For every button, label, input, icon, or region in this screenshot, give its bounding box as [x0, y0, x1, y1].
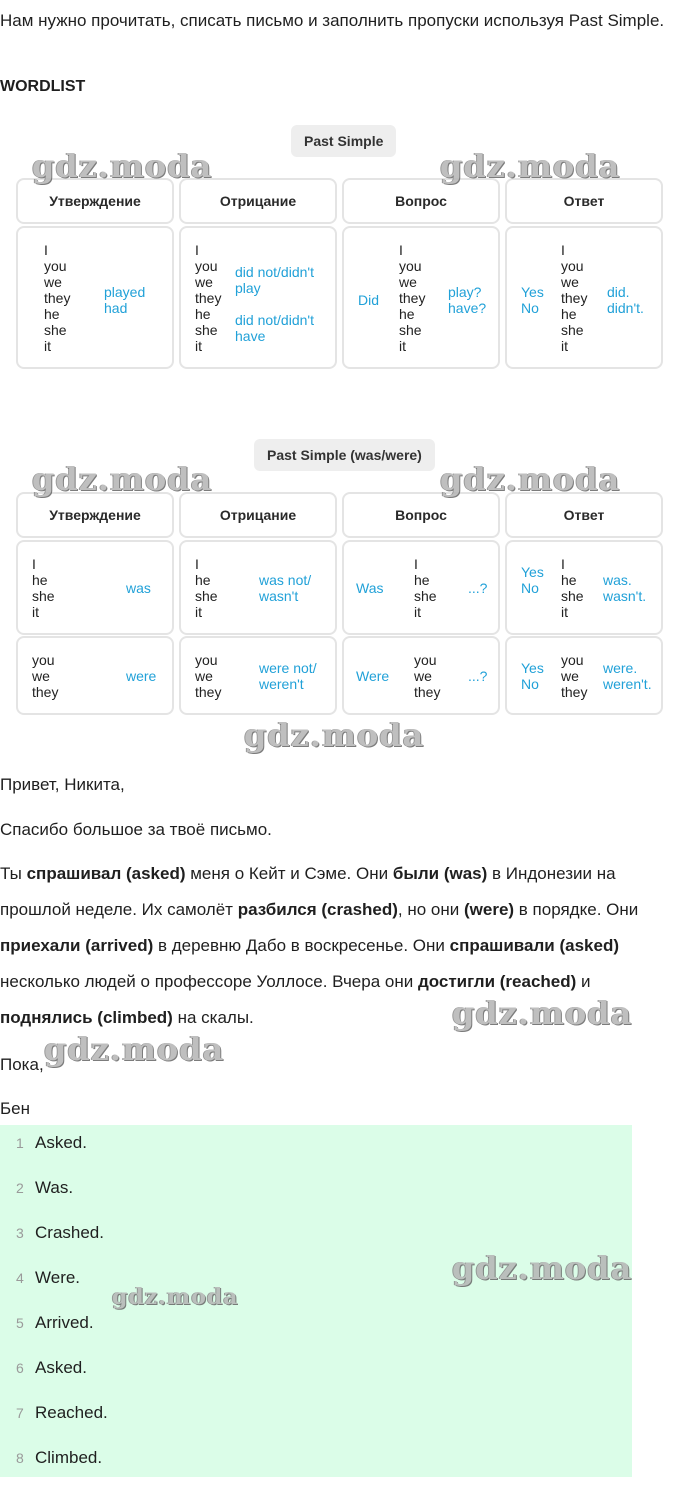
were-form: were [126, 668, 157, 684]
task-intro: Нам нужно прочитать, списать письмо и заполнить пропуски используя Past Simple. [0, 11, 665, 30]
question-was: Was [356, 580, 384, 596]
header-negative: Отрицание [179, 492, 337, 538]
answer-number: 7 [16, 1405, 24, 1421]
pronoun-list: I you we they he she it [195, 242, 222, 354]
answer-was-forms: was. wasn't. [603, 572, 647, 604]
answer-number: 5 [16, 1315, 24, 1331]
answer-number: 1 [16, 1135, 24, 1151]
singular-pronouns: I he she it [195, 556, 218, 620]
letter-greeting: Привет, Никита, [0, 775, 125, 794]
header-answer: Ответ [505, 492, 663, 538]
was-form: was [126, 580, 151, 596]
pronoun-list: I you we they he she it [44, 242, 71, 354]
cell-affirmative [16, 226, 174, 369]
answer-verb: приехали (arrived) [0, 936, 154, 955]
answer-yes-no: Yes No [521, 660, 544, 692]
header-affirmative: Утверждение [16, 178, 174, 224]
answer-item [0, 1170, 632, 1215]
answer-verb: (were) [464, 900, 515, 919]
watermark: gdz.moda [440, 460, 621, 498]
watermark: gdz.moda [440, 147, 621, 185]
answer-item [0, 1125, 632, 1170]
question-verbs: play? have? [448, 284, 487, 316]
answer-were-forms: were. weren't. [603, 660, 652, 692]
answer-item [0, 1305, 632, 1350]
letter-text: , но они [397, 900, 464, 919]
letter-text: и [576, 972, 591, 991]
header-question: Вопрос [342, 178, 500, 224]
answer-verb: были (was) [392, 864, 488, 883]
watermark: gdz.moda [112, 1284, 239, 1310]
were-not-form: were not/ weren't [259, 660, 317, 692]
answer-text: Reached. [35, 1403, 108, 1422]
letter-text: в деревню Дабо в воскресенье. Они [153, 936, 450, 955]
answer-yes-no: Yes No [521, 564, 544, 596]
plural-pronouns: you we they [195, 652, 222, 700]
question-end: ...? [468, 668, 488, 684]
answer-yes-no: Yes No [521, 284, 544, 316]
letter-text: несколько людей о профессоре Уоллосе. Вчера они [0, 972, 418, 991]
header-answer: Ответ [505, 178, 663, 224]
cell-answer [505, 226, 663, 369]
watermark: gdz.moda [32, 147, 213, 185]
wordlist-heading: WORDLIST [0, 78, 86, 95]
answer-verb: спрашивали (asked) [449, 936, 619, 955]
pronoun-list: I you we they he she it [561, 242, 588, 354]
cell-were-affirmative [16, 636, 174, 715]
answer-number: 8 [16, 1450, 24, 1466]
question-aux: Did [358, 292, 380, 308]
cell-were-answer [505, 636, 663, 715]
question-were: Were [356, 668, 390, 684]
header-negative: Отрицание [179, 178, 337, 224]
cell-was-question [342, 540, 500, 635]
question-end: ...? [468, 580, 488, 596]
answer-forms: did. didn't. [607, 284, 644, 316]
plural-pronouns: you we they [32, 652, 59, 700]
answer-text: Were. [35, 1268, 81, 1287]
answer-text: Crashed. [35, 1223, 104, 1242]
table-title-past-simple: Past Simple [291, 125, 396, 157]
cell-was-negative [179, 540, 337, 635]
header-question: Вопрос [342, 492, 500, 538]
answer-number: 6 [16, 1360, 24, 1376]
cell-negative [179, 226, 337, 369]
was-not-form: was not/ wasn't [259, 572, 312, 604]
watermark: gdz.moda [452, 1249, 633, 1287]
answer-item [0, 1350, 632, 1395]
cell-question [342, 226, 500, 369]
cell-were-negative [179, 636, 337, 715]
letter-thanks: Спасибо большое за твоё письмо. [0, 820, 272, 839]
plural-pronouns: you we they [414, 652, 441, 700]
table-title-was-were: Past Simple (was/were) [254, 439, 435, 471]
affirmative-verbs: played had [104, 284, 146, 316]
answer-verb: достигли (reached) [417, 972, 577, 991]
answer-text: Asked. [35, 1133, 87, 1152]
answer-number: 4 [16, 1270, 24, 1286]
cell-was-affirmative [16, 540, 174, 635]
answer-item [0, 1440, 632, 1485]
watermark: gdz.moda [32, 460, 213, 498]
letter-text: на скалы. [172, 1008, 254, 1027]
singular-pronouns: I he she it [414, 556, 437, 620]
answer-text: Arrived. [35, 1313, 94, 1332]
answer-text: Climbed. [35, 1448, 103, 1467]
watermark: gdz.moda [44, 1030, 225, 1068]
answer-number: 3 [16, 1225, 24, 1241]
cell-was-answer [505, 540, 663, 635]
pronoun-list: I you we they he she it [399, 242, 426, 354]
singular-pronouns: I he she it [561, 556, 584, 620]
letter-text: Ты [0, 864, 27, 883]
cell-were-question [342, 636, 500, 715]
answer-item [0, 1395, 632, 1440]
watermark: gdz.moda [452, 994, 633, 1032]
letter-bye: Пока, [0, 1055, 44, 1074]
letter-text: меня о Кейт и Сэме. Они [185, 864, 393, 883]
letter-text: в Индонезии на прошлой неделе. Их самолёт [0, 864, 616, 919]
answer-verb: спрашивал (asked) [26, 864, 186, 883]
answer-verb: поднялись (climbed) [0, 1008, 173, 1027]
letter-text: в порядке. Они [514, 900, 639, 919]
answer-list [0, 1125, 632, 1477]
watermark: gdz.moda [244, 716, 425, 754]
answer-verb: разбился (crashed) [237, 900, 398, 919]
plural-pronouns: you we they [561, 652, 588, 700]
singular-pronouns: I he she it [32, 556, 55, 620]
answer-number: 2 [16, 1180, 24, 1196]
answer-text: Was. [35, 1178, 74, 1197]
answer-text: Asked. [35, 1358, 87, 1377]
header-affirmative: Утверждение [16, 492, 174, 538]
negative-forms: did not/didn't play did not/didn't have [235, 264, 314, 344]
letter-signature: Бен [0, 1099, 30, 1118]
